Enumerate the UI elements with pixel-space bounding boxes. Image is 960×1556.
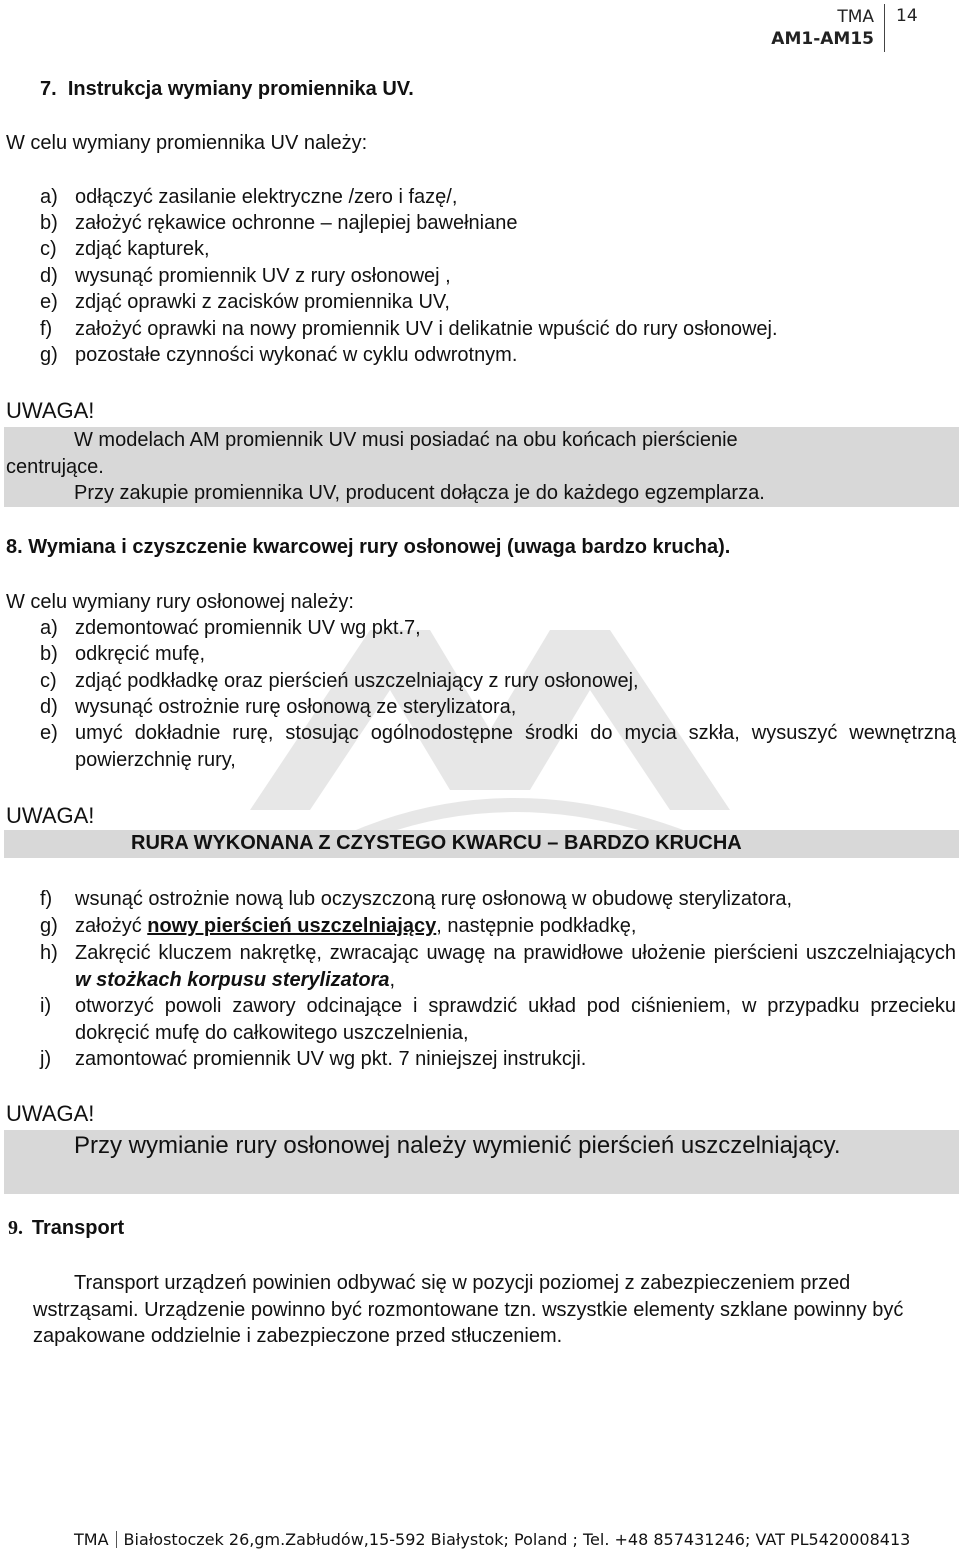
section-8-warning1-label: UWAGA!	[6, 803, 95, 828]
list-item: c) zdjąć kapturek,	[40, 238, 210, 260]
list-item: a) zdemontować promiennik UV wg pkt.7,	[40, 617, 421, 639]
section-8-warning2-label: UWAGA!	[6, 1101, 95, 1126]
section-7-number: 7.	[40, 78, 57, 100]
section-7-warning-label: UWAGA!	[6, 398, 95, 423]
header-brand	[771, 6, 874, 50]
list-item: b) odkręcić mufę,	[40, 643, 206, 665]
footer-address: Białostoczek 26,gm.Zabłudów,15-592 Białystok; Poland ; Tel. +48 857431246; VAT PL5420008413	[123, 1530, 911, 1549]
header-brand-name: TMA	[837, 7, 874, 27]
section-8-warning1-text: RURA WYKONANA Z CZYSTEGO KWARCU – BARDZO KRUCHA	[131, 832, 742, 854]
section-8-intro: W celu wymiany rury osłonowej należy:	[6, 591, 354, 613]
section-9-title-text: Transport	[31, 1217, 125, 1239]
footer-brand: TMA	[74, 1530, 109, 1549]
section-7-intro: W celu wymiany promiennika UV należy:	[6, 132, 368, 154]
header-models: AM1-AM15	[771, 29, 874, 49]
list-item: b) założyć rękawice ochronne – najlepiej bawełniane	[40, 212, 518, 234]
list-item: h) Zakręcić kluczem nakrętkę, zwracając uwagę na prawidłowe ułożenie pierścieni uszczelniających w stożkach korpusu sterylizatora,	[40, 942, 956, 991]
emphasis-new-ring: nowy pierścień uszczelniający	[147, 915, 437, 937]
list-item: e) zdjąć oprawki z zacisków promiennika UV,	[40, 291, 450, 313]
section-8-warning1-box	[4, 830, 959, 858]
list-item: j) zamontować promiennik UV wg pkt. 7 niniejszej instrukcji.	[40, 1048, 587, 1070]
footer	[74, 1530, 910, 1549]
list-item: g) pozostałe czynności wykonać w cyklu odwrotnym.	[40, 344, 518, 366]
section-7-warning-line1-cont: centrujące.	[6, 455, 104, 478]
section-7-title-text: Instrukcja wymiany promiennika UV.	[67, 78, 414, 100]
emphasis-cones: w stożkach korpusu sterylizatora	[75, 968, 390, 991]
section-7-title	[40, 78, 414, 101]
list-item: g) założyć nowy pierścień uszczelniający, następnie podkładkę,	[40, 915, 637, 937]
section-7-warning-box	[4, 427, 959, 507]
section-8-warning2-box	[4, 1130, 959, 1194]
section-8-warning2-text: Przy wymianie rury osłonowej należy wymienić pierścień uszczelniający.	[74, 1132, 841, 1159]
footer-divider	[116, 1531, 117, 1548]
page-number: 14	[896, 6, 918, 26]
list-item: d) wysunąć promiennik UV z rury osłonowej ,	[40, 265, 451, 287]
section-9-body: Transport urządzeń powinien odbywać się w pozycji poziomej z zabezpieczeniem przed wstrząsami. Urządzenie powinno być rozmontowane tzn. wszystkie elementy szklane powinny być zapakowane oddzielnie i zabezpieczone przed stłuczeniem.	[33, 1272, 904, 1347]
section-9-title	[8, 1217, 124, 1240]
header-divider	[884, 4, 885, 52]
list-item: e) umyć dokładnie rurę, stosując ogólnodostępne środki do mycia szkła, wysuszyć wewnętrzną powierzchnię rury,	[40, 722, 956, 771]
list-item: f) wsunąć ostrożnie nową lub oczyszczoną rurę osłonową w obudowę sterylizatora,	[40, 888, 793, 910]
section-7-warning-line2: Przy zakupie promiennika UV, producent dołącza je do każdego egzemplarza.	[74, 482, 765, 504]
section-7-warning-line1: W modelach AM promiennik UV musi posiadać na obu końcach pierścienie	[74, 429, 738, 451]
list-item: d) wysunąć ostrożnie rurę osłonową ze sterylizatora,	[40, 696, 517, 718]
section-9-number: 9.	[8, 1217, 23, 1239]
section-8-title: 8. Wymiana i czyszczenie kwarcowej rury osłonowej (uwaga bardzo krucha).	[6, 536, 731, 558]
list-item: f) założyć oprawki na nowy promiennik UV i delikatnie wpuścić do rury osłonowej.	[40, 318, 778, 340]
list-item: i) otworzyć powoli zawory odcinające i sprawdzić układ pod ciśnieniem, w przypadku przecieku dokręcić mufę do całkowitego uszczelnienia,	[40, 995, 956, 1044]
list-item: a) odłączyć zasilanie elektryczne /zero i fazę/,	[40, 186, 458, 208]
list-item: c) zdjąć podkładkę oraz pierścień uszczelniający z rury osłonowej,	[40, 670, 639, 692]
